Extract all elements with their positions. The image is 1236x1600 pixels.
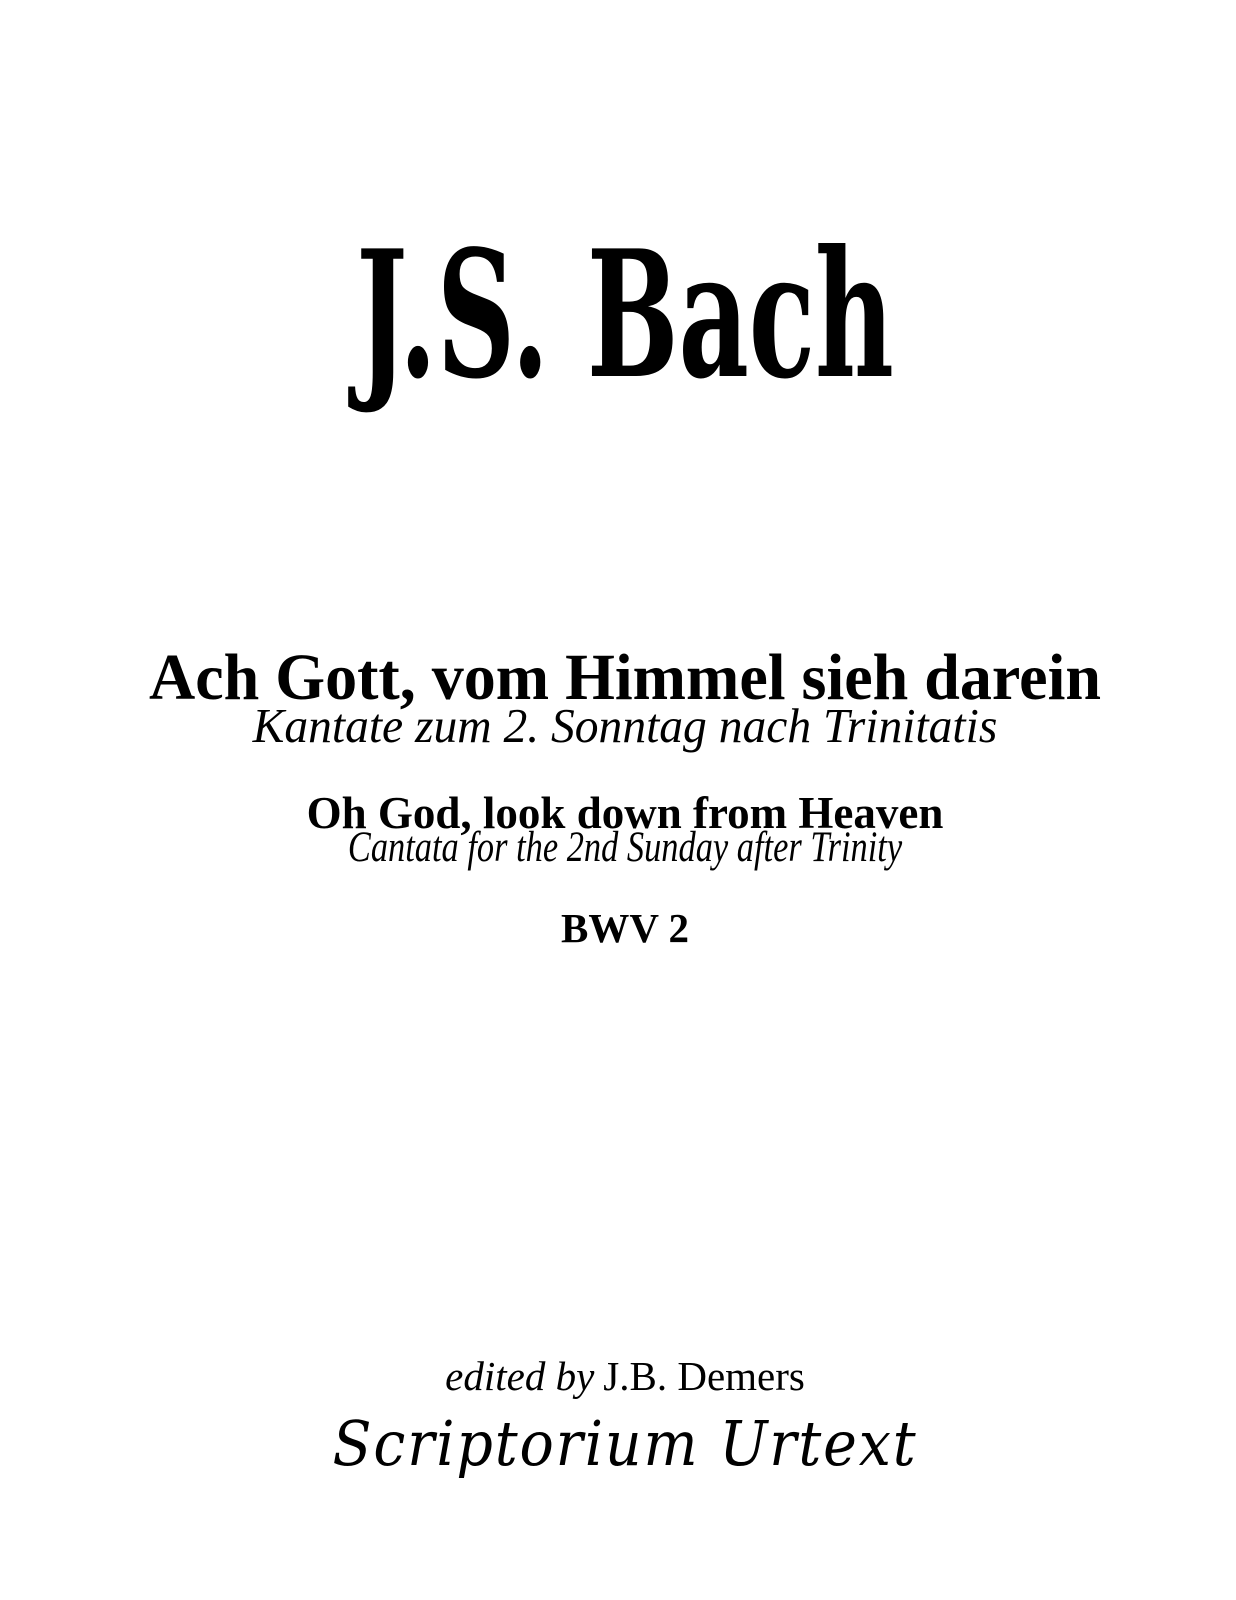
work-subtitle-english: Cantata for the 2nd Sunday after Trinity bbox=[347, 824, 903, 871]
editor-credit bbox=[14, 1353, 1236, 1399]
work-title-english: Oh God, look down from Heaven bbox=[306, 788, 944, 838]
edition-logotype: Scriptorium Urtext bbox=[332, 1407, 918, 1480]
work-title-german: Ach Gott, vom Himmel sieh darein bbox=[149, 641, 1101, 714]
catalog-number: BWV 2 bbox=[561, 905, 689, 951]
composer-name: J.S. Bach bbox=[356, 213, 894, 418]
edited-by-label: edited by bbox=[445, 1353, 595, 1399]
editor-name: J.B. Demers bbox=[603, 1353, 805, 1399]
work-subtitle-german: Kantate zum 2. Sonntag nach Trinitatis bbox=[252, 698, 998, 753]
